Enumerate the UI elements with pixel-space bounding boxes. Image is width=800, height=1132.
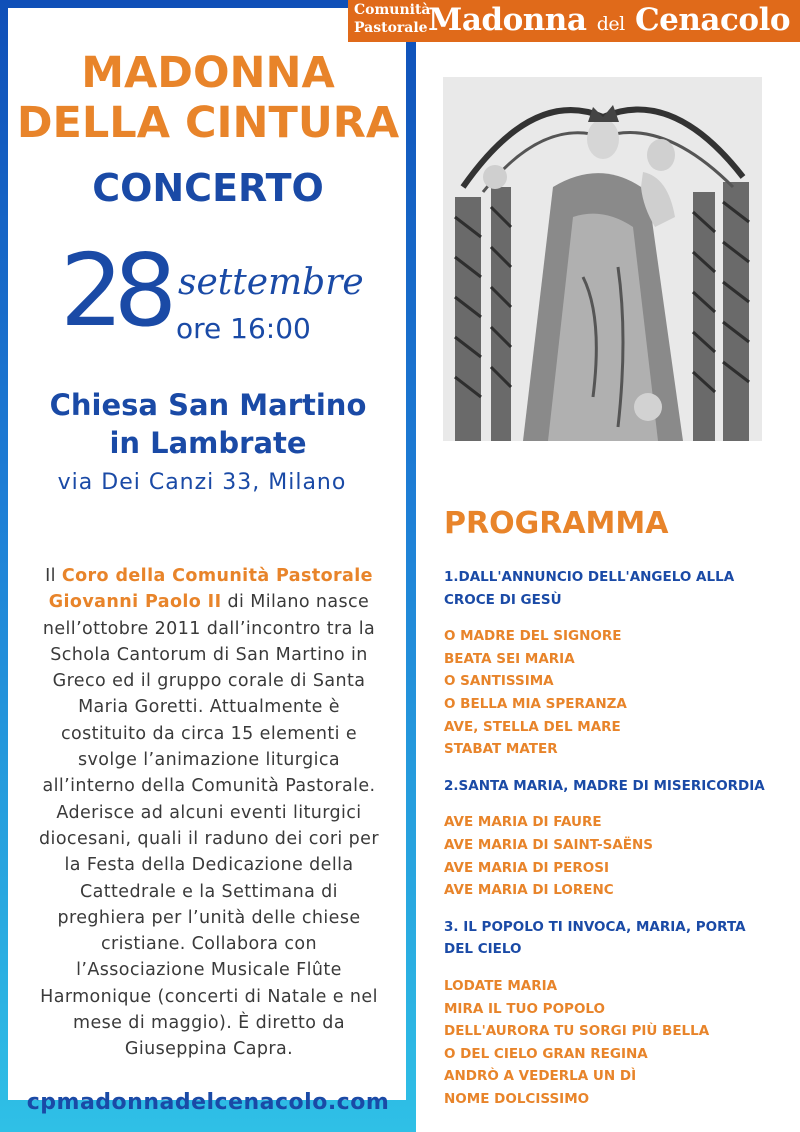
section-heading-line: DEL CIELO (444, 941, 522, 958)
section-heading-line: CROCE DI GESÙ (444, 591, 562, 608)
bio-text-body: di Milano nasce nell’ottobre 2011 dall’incontro tra la Schola Cantorum di San Martino in Greco ed il gruppo corale di Santa Maria Goretti. Attualmente è costituito da circa 15 elementi e svolge l’animazione liturgica all’interno della Comunità Pastorale. Aderisce ad alcuni eventi liturgici diocesani, quali il raduno dei cori per la Festa della Dedicazione della Cattedrale e la Settimana di preghiera per l’unità delle chiese cristiane. Collabora con l’Associazione Musicale Flûte Harmonique (concerti di Natale e nel mese di maggio). È diretto da Giuseppina Capra. (39, 592, 379, 1060)
program-item: STABAT MATER (444, 741, 558, 758)
banner-label-line-2: Pastorale (354, 20, 428, 36)
statue-illustration (443, 77, 762, 441)
banner-label (354, 1, 431, 37)
banner-label-line-1: Comunità (354, 2, 431, 18)
program-item: BEATA SEI MARIA (444, 650, 575, 667)
website-link[interactable]: cpmadonnadelcenacolo.com (26, 1090, 390, 1115)
program-item: LODATE MARIA (444, 977, 558, 994)
section-heading-line: 3. IL POPOLO TI INVOCA, MARIA, PORTA (444, 918, 746, 935)
section-1-items (444, 625, 794, 761)
program-item: O MADRE DEL SIGNORE (444, 628, 622, 645)
section-2-heading (444, 775, 794, 798)
bio-choir-name: Coro della Comunità Pastorale Giovanni Paolo II (48, 566, 373, 613)
event-type: CONCERTO (92, 166, 324, 210)
program-item: AVE MARIA DI FAURE (444, 814, 602, 831)
section-heading-line: 1.DALL'ANNUNCIO DELL'ANGELO ALLA (444, 569, 735, 585)
banner-name-part-3: Cenacolo (624, 2, 791, 38)
date-month: settembre (178, 262, 364, 303)
bio-text-start: Il (45, 566, 62, 586)
title-line-2: DELLA CINTURA (16, 98, 400, 148)
date-time: ore 16:00 (176, 312, 311, 345)
programma-list (444, 566, 794, 1124)
program-item: DELL'AURORA TU SORGI PIÙ BELLA (444, 1023, 710, 1040)
section-1-heading (444, 566, 794, 611)
venue-address: via Dei Canzi 33, Milano (57, 470, 347, 495)
section-2-items (444, 811, 794, 901)
banner-name (428, 0, 790, 44)
program-item: AVE MARIA DI LORENC (444, 882, 614, 899)
madonna-statue-photo (443, 77, 762, 441)
title-line-1: MADONNA (81, 48, 335, 98)
section-3-items (444, 975, 794, 1111)
program-item: ANDRÒ A VEDERLA UN DÌ (444, 1068, 637, 1085)
program-item: O SANTISSIMA (444, 673, 554, 690)
banner-name-part-1: Madonna (428, 2, 597, 38)
program-item: AVE MARIA DI PEROSI (444, 859, 610, 876)
program-item: NOME DOLCISSIMO (444, 1090, 590, 1107)
program-item: AVE, STELLA DEL MARE (444, 718, 621, 735)
program-item: AVE MARIA DI SAINT-SAËNS (444, 836, 654, 853)
section-heading-line: 2.SANTA MARIA, MADRE DI MISERICORDIA (444, 777, 765, 794)
program-item: MIRA IL TUO POPOLO (444, 1000, 606, 1017)
program-item: O DEL CIELO GRAN REGINA (444, 1045, 648, 1062)
venue-line-2: in Lambrate (109, 426, 307, 460)
programma-title: PROGRAMMA (444, 506, 669, 541)
banner-name-part-2: del (596, 13, 625, 35)
date-day: 28 (60, 232, 168, 349)
program-item: O BELLA MIA SPERANZA (444, 695, 627, 712)
choir-description (34, 563, 384, 1063)
venue-line-1: Chiesa San Martino (49, 388, 367, 422)
section-3-heading (444, 916, 794, 961)
